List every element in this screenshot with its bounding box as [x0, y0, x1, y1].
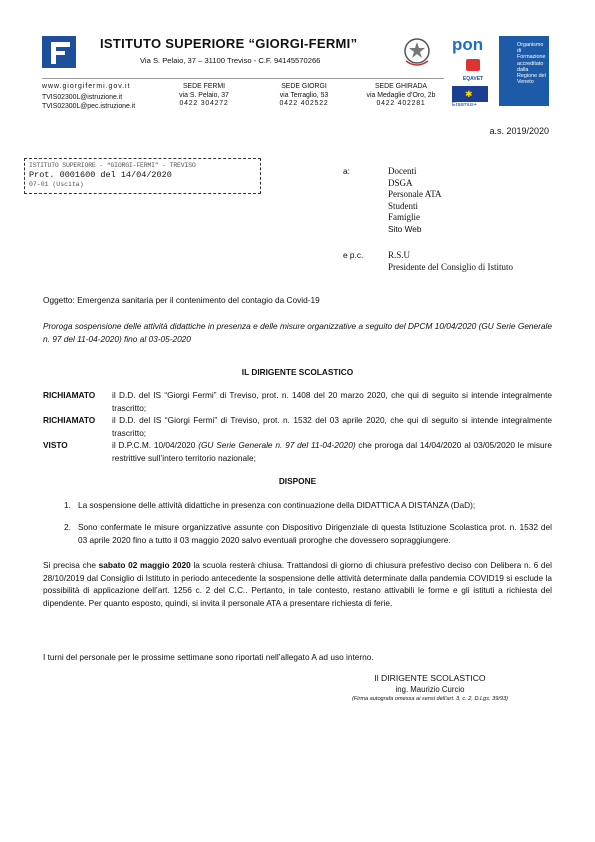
premise-text: il D.D. del IS “Giorgi Fermi” di Treviso, prot. n. 1532 del 03 aprile 2020, che qui di seguito si intende integralmente trascritto; — [112, 415, 552, 438]
cc-recipient: R.S.U — [388, 250, 411, 260]
sede-name: SEDE GIORGI — [281, 83, 327, 90]
pon-logos — [452, 36, 494, 106]
recipients-label: a: — [343, 166, 350, 176]
paragraph-part: la scuola resterà chiusa. Trattandosi di giorno di chiusura prefestivo deciso con Delibera n. 6 del 28/10/2019 dal Consiglio di Istituto in periodo antecedente la sospensione delle attività determinate dalla pandemia COVID19 si esclude la possibilità di applicazione dell’art. 1256 c. 2 del C.C.. Pertanto, in tale contesto, restano attivabili le forme e gli istituti a richiesta del dipendente. Per quanto esposto, quindi, si invita il personale ATA a presentare richiesta di ferie. — [43, 560, 552, 608]
premise-text-b: che proroga dal 14/04/2020 al 03/05/2020 le misure restrittive sull’intero territorio nazionale; — [112, 440, 552, 463]
signature-name: ing. Maurizio Curcio — [395, 685, 465, 694]
item-number: 2. — [64, 522, 71, 532]
cc-list — [388, 250, 513, 273]
sede-ghirada — [358, 83, 444, 109]
protocol-issuer: ISTITUTO SUPERIORE - “GIORGI-FERMI” - TREVISO — [29, 162, 196, 169]
erasmus-logo-icon: ✱ — [452, 86, 488, 102]
premise-text: il D.D. del IS “Giorgi Fermi” di Treviso, prot. n. 1408 del 20 marzo 2020, che qui di seguito si intende integralmente trascritto; — [112, 390, 552, 413]
school-year: a.s. 2019/2020 — [489, 126, 549, 136]
premise-label: VISTO — [43, 440, 68, 450]
premise-text-italic: (GU Serie Generale n. 97 del 11-04-2020) — [198, 440, 356, 450]
recipient: Studenti — [388, 200, 419, 211]
sede-phone: 0422 402281 — [376, 100, 426, 107]
sede-phone: 0422 402522 — [279, 100, 329, 107]
contact-emails — [42, 94, 135, 111]
erasmus-label: Erasmus+ — [452, 102, 477, 108]
signature-note: (Firma autografa omessa ai sensi dell’art. 3, c. 2, D.Lgs. 39/93) — [351, 696, 509, 702]
sede-giorgi — [272, 83, 336, 109]
shift-note: I turni del personale per le prossime settimane sono riportati nell’allegato A ad uso interno. — [43, 652, 374, 662]
cc-label: e p.c. — [343, 250, 364, 260]
sede-name: SEDE GHIRADA — [374, 83, 428, 90]
premise-label: RICHIAMATO — [43, 390, 96, 400]
signature-title: Il DIRIGENTE SCOLASTICO — [374, 673, 486, 683]
section-heading: IL DIRIGENTE SCOLASTICO — [241, 367, 354, 377]
paragraph-part: Si precisa che — [43, 560, 99, 570]
pon-logo-icon: pon — [452, 35, 484, 54]
school-address: Via S. Pelaio, 37 – 31100 Treviso - C.F. 94145570266 — [140, 56, 321, 65]
premise-label: RICHIAMATO — [43, 415, 96, 425]
school-name: ISTITUTO SUPERIORE “GIORGI-FERMI” — [100, 36, 358, 51]
sede-street: via S. Pelaio, 37 — [179, 91, 229, 99]
pec-link[interactable]: TVIS02300L@pec.istruzione.it — [42, 102, 136, 110]
protocol-number: Prot. 0001600 del 14/04/2020 — [29, 170, 172, 180]
sede-name: SEDE FERMI — [182, 83, 226, 90]
subject-line: Oggetto: Emergenza sanitaria per il contenimento del contagio da Covid-19 — [43, 295, 320, 305]
sede-street: via Terraglio, 53 — [279, 91, 329, 99]
item-text: La sospensione delle attività didattiche in presenza con continuazione della DIDATTICA A DISTANZA (DaD); — [78, 500, 476, 510]
dispone-heading: DISPONE — [278, 476, 317, 486]
eqavet-logo-icon — [452, 58, 494, 82]
closure-paragraph — [43, 559, 552, 609]
recipients-list — [388, 166, 442, 236]
veneto-accreditation-logo — [499, 36, 549, 106]
recipient: Sito Web — [388, 223, 422, 234]
premise-text-a: il D.P.C.M. 10/04/2020 — [112, 440, 199, 450]
school-logo-icon — [42, 36, 76, 68]
website-link[interactable]: www.giorgifermi.gov.it — [42, 83, 131, 90]
protocol-class: 07-01 (Uscita) — [29, 181, 84, 188]
recipient: Personale ATA — [388, 189, 442, 200]
recipient: Famiglie — [388, 212, 420, 223]
sede-phone: 0422 304272 — [179, 100, 229, 107]
header-divider — [42, 78, 444, 79]
email-link[interactable]: TVIS02300L@istruzione.it — [42, 94, 123, 101]
subject-subtitle: Proroga sospensione delle attività didattiche in presenza e delle misure organizzative a seguito del DPCM 10/04/2020 (GU Serie Generale n. 97 del 11-04-2020) fino al 03-05-2020 — [43, 321, 552, 344]
sede-street: via Medaglie d’Oro, 2b — [366, 91, 436, 99]
eqavet-label: EQAVET — [462, 76, 484, 82]
signature-block — [330, 672, 530, 704]
item-number: 1. — [64, 500, 71, 510]
item-text: Sono confermate le misure organizzative assunte con Dispositivo Dirigenziale di questa Istituzione Scolastica prot. n. 1532 del 03 aprile 2020 fino a tutto il 03 maggio 2020 salvo eventuali proroghe che dovessero sopraggiungere. — [78, 522, 552, 545]
protocol-stamp — [24, 158, 261, 194]
premise-text — [112, 439, 552, 464]
paragraph-bold-date: sabato 02 maggio 2020 — [98, 560, 191, 570]
cc-recipient: Presidente del Consiglio di Istituto — [388, 261, 513, 272]
recipient: Docenti — [388, 166, 417, 176]
sede-fermi — [172, 83, 236, 109]
recipient: DSGA — [388, 177, 413, 188]
italian-republic-emblem-icon — [402, 35, 432, 67]
veneto-label: Organismo di Formazione accreditato dalla Regione del Veneto — [517, 42, 546, 86]
